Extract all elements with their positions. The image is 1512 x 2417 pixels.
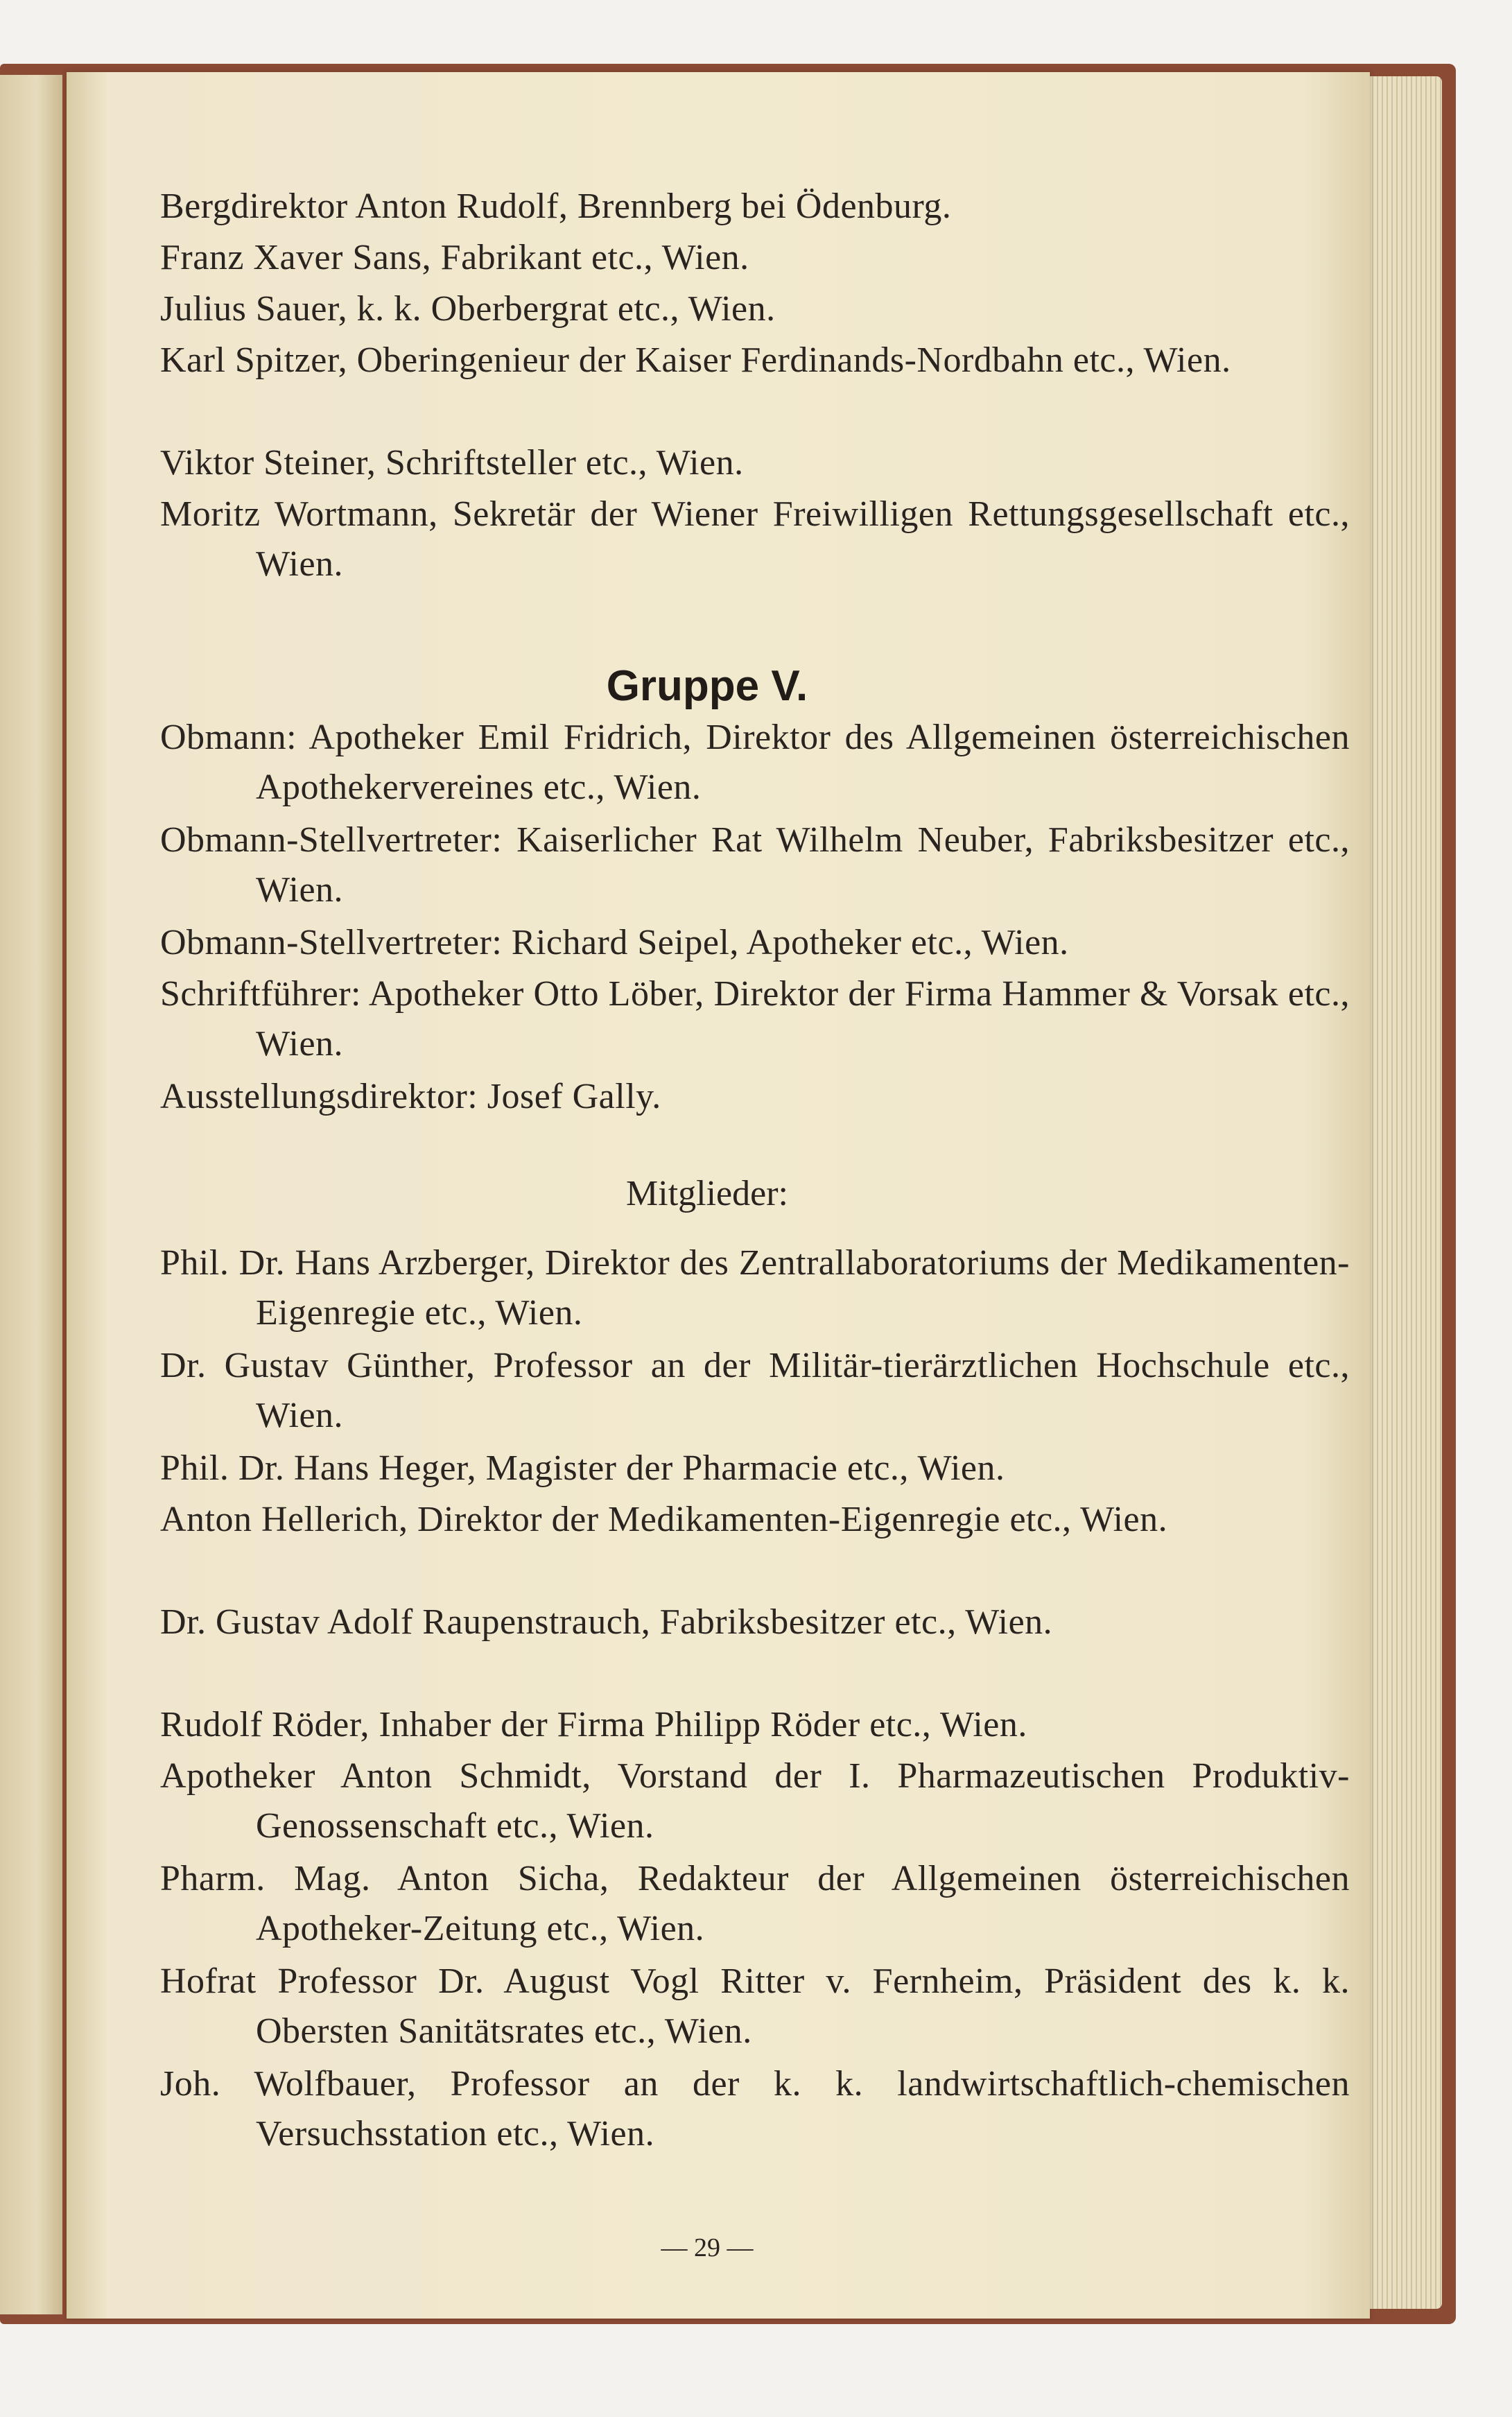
book-page [67, 72, 1370, 2319]
member-entry: Hofrat Professor Dr. August Vogl Ritter v. Fernheim, Präsident des k. k. Obersten Sanitätsrates etc., Wien. [160, 1961, 1350, 2051]
member-entry: Pharm. Mag. Anton Sicha, Redakteur der Allgemeinen österreichischen Apotheker-Zeitung etc., Wien. [160, 1859, 1350, 1948]
member-entry: Anton Hellerich, Direktor der Medikamenten-Eigenregie etc., Wien. [160, 1500, 1168, 1539]
officer-entry: Obmann: Apotheker Emil Fridrich, Direktor des Allgemeinen österreichischen Apothekervereines etc., Wien. [160, 718, 1350, 807]
officer-entry: Obmann-Stellvertreter: Kaiserlicher Rat Wilhelm Neuber, Fabriksbesitzer etc., Wien. [160, 820, 1350, 910]
member-entry: Julius Sauer, k. k. Oberbergrat etc., Wien. [160, 289, 776, 329]
page-text [67, 72, 1370, 2319]
members-heading: Mitglieder: [626, 1174, 788, 1213]
member-entry: Phil. Dr. Hans Arzberger, Direktor des Zentrallaboratoriums der Medikamenten-Eigenregie etc., Wien. [160, 1243, 1350, 1333]
member-entry: Rudolf Röder, Inhaber der Firma Philipp Röder etc., Wien. [160, 1705, 1027, 1744]
member-entry: Dr. Gustav Adolf Raupenstrauch, Fabriksbesitzer etc., Wien. [160, 1602, 1053, 1642]
previous-page-edge [0, 75, 62, 2314]
member-entry: Moritz Wortmann, Sekretär der Wiener Freiwilligen Rettungsgesellschaft etc., Wien. [160, 494, 1350, 584]
member-entry: Dr. Gustav Günther, Professor an der Militär-tierärztlichen Hochschule etc., Wien. [160, 1346, 1350, 1435]
member-entry: Karl Spitzer, Oberingenieur der Kaiser Ferdinands-Nordbahn etc., Wien. [160, 340, 1231, 380]
member-entry: Apotheker Anton Schmidt, Vorstand der I. Pharmazeutischen Produktiv-Genossenschaft etc., Wien. [160, 1756, 1350, 1846]
member-entry: Phil. Dr. Hans Heger, Magister der Pharmacie etc., Wien. [160, 1448, 1005, 1488]
officer-entry: Schriftführer: Apotheker Otto Löber, Direktor der Firma Hammer & Vorsak etc., Wien. [160, 974, 1350, 1064]
group-heading: Gruppe V. [606, 662, 808, 710]
officer-entry: Ausstellungsdirektor: Josef Gally. [160, 1077, 661, 1116]
member-entry: Franz Xaver Sans, Fabrikant etc., Wien. [160, 238, 749, 277]
officer-entry: Obmann-Stellvertreter: Richard Seipel, Apotheker etc., Wien. [160, 923, 1069, 962]
page-number: — 29 — [661, 2233, 754, 2262]
member-entry: Viktor Steiner, Schriftsteller etc., Wien. [160, 443, 744, 483]
member-entry: Bergdirektor Anton Rudolf, Brennberg bei Ödenburg. [160, 187, 952, 226]
member-entry: Joh. Wolfbauer, Professor an der k. k. landwirtschaftlich-chemischen Versuchsstation etc., Wien. [160, 2064, 1350, 2154]
page-edges [1359, 76, 1442, 2309]
